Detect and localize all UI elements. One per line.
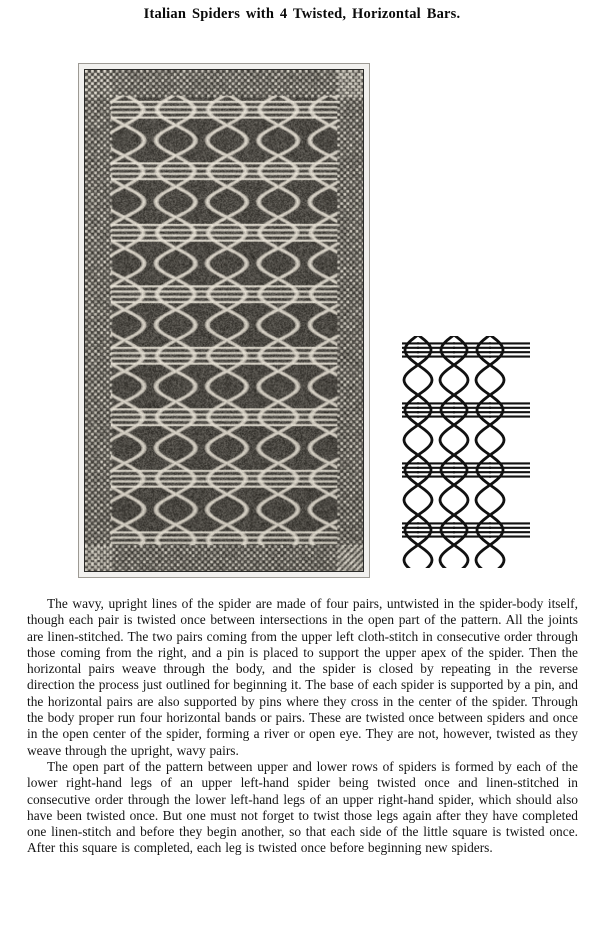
lace-photograph-image	[85, 70, 363, 571]
spider-pattern-diagram-svg	[396, 336, 542, 568]
lace-photograph-frame	[84, 69, 364, 572]
paragraph-1: The wavy, upright lines of the spider are made of four pairs, untwisted in the spider-body itself, though each pair is twisted once between intersections in the open part of the pattern. All the joints are linen-stitched. The two pairs coming from the upper left cloth-stitch in consecutive order through those coming from the right, and a pin is placed to support the upper apex of the spider. Then the horizontal pairs weave through the body, and the spider is closed by repeating in the reverse direction the process just outlined for beginning it. The base of each spider is supported by a pin, and the horizontal pairs are also supported by pins where they cross in the center of the spider. Through the body proper run four horizontal bands or pairs. These are twisted once between spiders and once in the open center of the spider, forming a river or open eye. They are not, however, twisted as they weave through the upright, wavy pairs.	[27, 596, 578, 758]
lace-photograph-figure	[78, 63, 370, 578]
page-title: Italian Spiders with 4 Twisted, Horizontal Bars.	[143, 6, 461, 22]
spider-pattern-diagram	[396, 336, 542, 568]
body-text	[27, 596, 578, 857]
paragraph-2: The open part of the pattern between upper and lower rows of spiders is formed by each of the lower right-hand legs of an upper left-hand spider being twisted once and linen-stitched in consecutive order through the lower left-hand legs of an upper right-hand spider, which should also have been twisted once. But one must not forget to twist those legs again after they have completed one linen-stitch and before they begin another, so that each side of the little square is twisted once. After this square is completed, each leg is twisted once before beginning new spiders.	[27, 758, 578, 856]
